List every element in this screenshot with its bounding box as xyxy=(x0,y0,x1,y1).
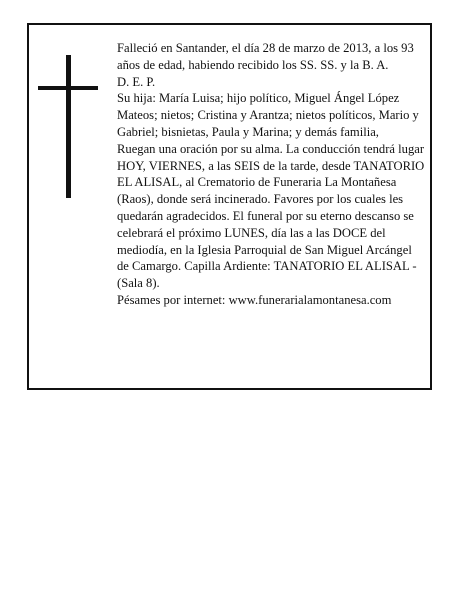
funeral-details: Ruegan una oración por su alma. La conducción tendrá lugar HOY, VIERNES, a las SEIS de la tarde, desde TANATORIO EL ALISAL, al Crematorio de Funeraria La Montañesa (Raos), donde será incinerado. Favores por los cuales les quedarán agradecidos. El funeral por su eterno descanso se celebrará el próximo LUNES, día las a las DOCE del mediodía, en la Iglesia Parroquial de San Miguel Arcángel de Camargo. Capilla Ardiente: TANATORIO EL ALISAL - (Sala 8). xyxy=(117,141,425,291)
obituary-notice xyxy=(27,23,432,390)
family-list: Su hija: María Luisa; hijo político, Miguel Ángel López Mateos; nietos; Cristina y Arantza; nietos políticos, Mario y Gabriel; bisnietas, Paula y Marina; y demás familia, xyxy=(117,91,419,139)
rip-line: D. E. P. xyxy=(117,74,156,89)
cross-vertical-bar xyxy=(66,55,71,198)
latin-cross-icon xyxy=(38,55,98,198)
cross-horizontal-bar xyxy=(38,86,98,90)
death-announcement: Falleció en Santander, el día 28 de marzo de 2013, a los 93 años de edad, habiendo recibido los SS. SS. y la B. A. xyxy=(117,41,414,72)
obituary-text xyxy=(117,40,425,309)
condolences-line: Pésames por internet: www.funerarialamontanesa.com xyxy=(117,292,392,307)
